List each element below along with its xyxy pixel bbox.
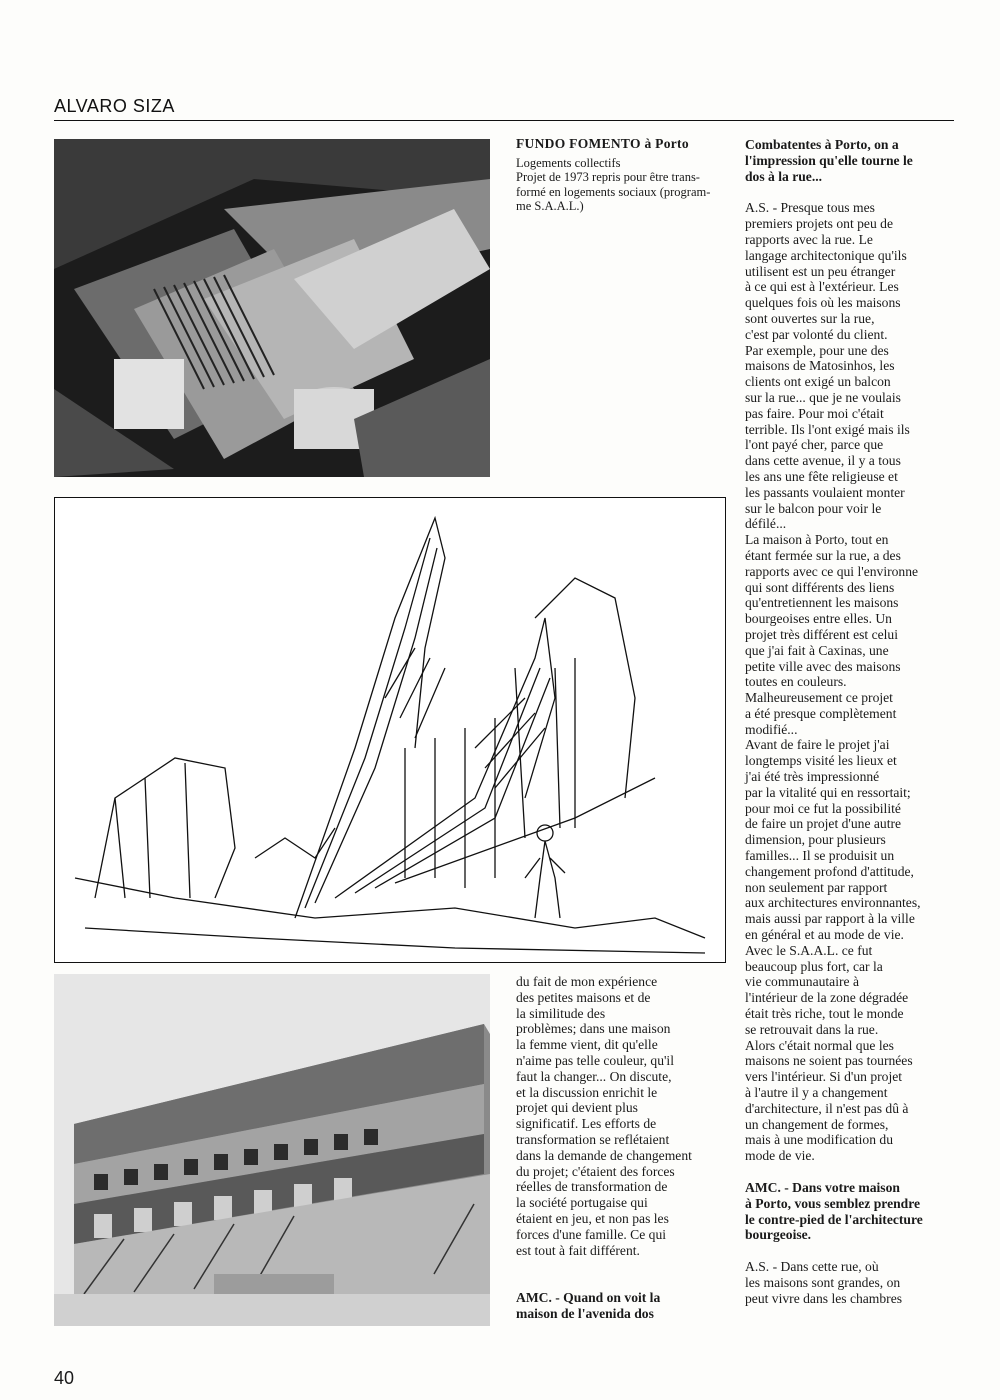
middle-column-question: AMC. - Quand on voit la maison de l'avenida dos bbox=[516, 1290, 661, 1322]
answer-1: A.S. - Presque tous mes premiers projets ont peu de rapports avec la rue. Le langage architectonique qu'ils utilisent est un peu étranger à ce qui est à l'extérieur. Les quelques fois où les maisons sont ouvertes sur la rue, c'est par volonté du client. Par exemple, pour une des maisons de Matosinhos, les clients ont exigé un balcon sur la rue... que je ne voulais pas faire. Pour moi c'était terrible. Ils l'ont exigé mais ils l'ont payé cher, parce que dans cette avenue, il y a tous les ans une fête religieuse et les passants voulaient monter sur le balcon pour voir le défilé... La maison à Porto, tout en étant fermée sur la rue, a des rapports avec ce qui l'environne qui sont différents des liens qu'entretiennent les maisons bourgeoises entre elles. Un projet très différent est celui que j'ai fait à Caxinas, une petite ville avec des maisons toutes en couleurs. Malheureusement ce projet a été presque complètement modifié... Avant de faire le projet j'ai longtemps visité les lieux et j'ai été très impressionné par la vitalité qui en ressortait; pour moi ce fut la possibilité de faire un projet d'une autre dimension, pour plusieurs familles... Il se produisit un changement profond d'attitude, non seulement par rapport aux architectures environnantes, mais aussi par rapport à la ville en général et au mode de vie. Avec le S.A.A.L. ce fut beaucoup plus fort, car la vie communautaire à l'intérieur de la zone dégradée était très riche, tout le monde se retrouvait dans la rue. Alors c'était normal que les maisons ne soient pas tournées vers l'intérieur. Si d'un projet à l'autre il y a changement d'architecture, il n'est pas dû à un changement de formes, mais à une modification du mode de vie. bbox=[745, 200, 921, 1164]
caption-title: FUNDO FOMENTO à Porto bbox=[516, 136, 689, 151]
model-photo bbox=[54, 139, 490, 477]
header-rule bbox=[54, 120, 954, 121]
construction-photo bbox=[54, 974, 490, 1326]
middle-column-text: du fait de mon expérience des petites maisons et de la similitude des problèmes; dans une maison la femme vient, dit qu'elle n'aime pas telle couleur, qu'il faut la changer... On discute, et la discussion enrichit le projet qui devient plus significatif. Les efforts de transformation se reflétaient dans la demande de changement du projet; c'étaient des forces réelles de transformation de la société portugaise qui étaient en jeu, et non pas les forces d'une famille. Ce qui est tout à fait différent. bbox=[516, 974, 692, 1258]
running-header: ALVARO SIZA bbox=[54, 96, 175, 116]
answer-2: A.S. - Dans cette rue, où les maisons sont grandes, on peut vivre dans les chambres bbox=[745, 1259, 903, 1306]
page-number: 40 bbox=[54, 1368, 75, 1388]
photo-caption bbox=[516, 137, 726, 214]
caption-line-1: Logements collectifs bbox=[516, 155, 621, 170]
architectural-sketch bbox=[54, 497, 726, 963]
question-2: AMC. - Dans votre maison à Porto, vous semblez prendre le contre-pied de l'architecture bourgeoise. bbox=[745, 1180, 923, 1243]
middle-column bbox=[516, 974, 726, 1322]
right-column bbox=[745, 137, 960, 1307]
question-1: Combatentes à Porto, on a l'impression qu'elle tourne le dos à la rue... bbox=[745, 137, 913, 184]
caption-line-2: Projet de 1973 repris pour être trans- formé en logements sociaux (program- me S.A.A.L.) bbox=[516, 170, 711, 213]
